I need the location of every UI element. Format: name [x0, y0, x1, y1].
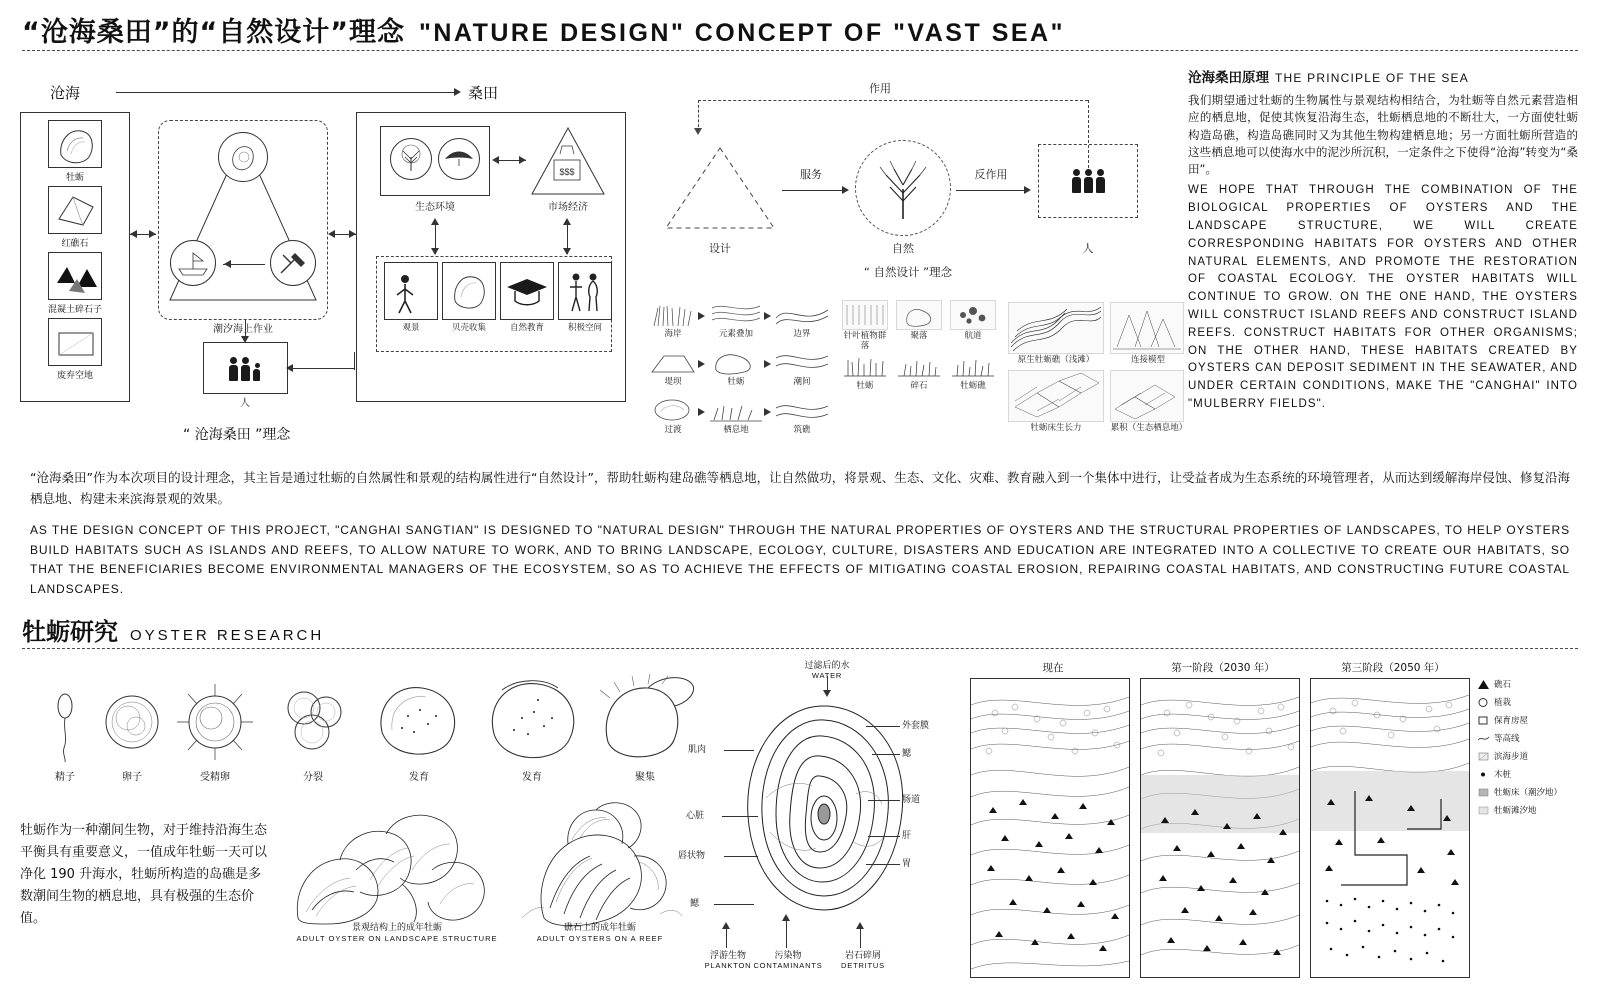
people-box — [203, 342, 288, 394]
triangle-icon — [1478, 680, 1489, 689]
triangle-node-0 — [218, 132, 268, 182]
people-label: 人 — [240, 398, 250, 409]
strip-cell-8 — [774, 396, 830, 436]
diagram-header-canghai: 沧海 — [50, 84, 81, 102]
strip-label-2: 边界 — [793, 329, 811, 339]
strip-cell-3 — [650, 348, 696, 388]
flow-node-label-design: 设计 — [709, 242, 731, 255]
anatomy-label-right-4: 胃 — [902, 859, 912, 869]
lifecycle-label-5: 发育 — [522, 772, 542, 783]
anatomy-bottom-label-1 — [746, 948, 830, 970]
anatomy-leader-l2 — [724, 856, 758, 857]
oyster-anatomy-icon — [736, 702, 916, 922]
anatomy-bottom-line-1 — [786, 920, 787, 948]
map-legend — [1478, 678, 1588, 822]
market-up-arrow — [563, 218, 571, 225]
phase-map-1[interactable] — [1140, 678, 1300, 978]
principle-title-cn: 沧海桑田原理 — [1188, 70, 1269, 86]
benefit-card-2 — [500, 262, 554, 320]
legend-row-1 — [1478, 696, 1588, 708]
anatomy-bottom-label-2 — [830, 948, 896, 970]
nature-circle — [855, 140, 951, 236]
anatomy-label-left-1: 心脏 — [686, 811, 705, 821]
contour-line-icon — [1478, 734, 1489, 743]
phase-maps — [968, 660, 1468, 990]
grid-label-top-left: 原生牡蛎礁（浅滩） — [1017, 355, 1095, 365]
anatomy-bottom-label-1-en: CONTAMINANTS — [753, 961, 823, 970]
principle-title — [1188, 66, 1578, 86]
lifecycle-label-4: 发育 — [409, 772, 429, 783]
benefit-label-0: 观景 — [402, 323, 420, 333]
connector-mid-arrow-a — [328, 230, 335, 238]
flow-arrow-2-line — [956, 190, 1026, 191]
principle-section — [1188, 66, 1578, 414]
anatomy-bottom-label-0-en: PLANKTON — [704, 961, 752, 970]
drawing-caption-0 — [282, 922, 512, 944]
phase-map-2[interactable] — [1310, 678, 1470, 978]
eco-down-arrow — [431, 248, 439, 255]
anatomy-leader-l1 — [722, 816, 758, 817]
grid-cell-bottom-right — [1110, 370, 1184, 422]
lifecycle-item-5 — [472, 672, 592, 783]
triangle-inner-line — [223, 264, 265, 265]
anatomy-bottom-line-0 — [726, 928, 727, 948]
strip-label-1: 元素叠加 — [718, 329, 753, 339]
people-right-vline — [354, 352, 355, 370]
legend-row-6 — [1478, 786, 1588, 798]
strip-arrow-1 — [764, 312, 771, 320]
circle-icon — [1478, 698, 1489, 707]
anatomy-label-right-2: 肠道 — [902, 795, 921, 805]
legend-row-0 — [1478, 678, 1588, 690]
nature-design-flow — [650, 62, 1150, 292]
strip-cell-14 — [950, 352, 996, 392]
grid-cell-top-left — [1008, 302, 1104, 354]
legend-label-0: 礁石 — [1494, 680, 1512, 690]
market-triangle-icon — [528, 122, 608, 200]
eco-up-arrow — [431, 218, 439, 225]
oyster-research-title-en: OYSTER RESEARCH — [130, 627, 325, 644]
strip-cell-12 — [842, 352, 888, 392]
lifecycle-item-2 — [170, 678, 260, 783]
anatomy-leader-r4 — [866, 864, 900, 865]
lifecycle-label-1: 卵子 — [122, 772, 142, 783]
flow-link-label-reaction: 反作用 — [974, 168, 1008, 181]
strip-cell-2 — [774, 300, 830, 340]
strip-arrow-4 — [698, 408, 705, 416]
strip-cell-7 — [708, 396, 764, 436]
principle-title-en: THE PRINCIPLE OF THE SEA — [1275, 71, 1469, 85]
grey-square-icon — [1478, 788, 1489, 797]
anatomy-label-left-0: 肌肉 — [688, 745, 707, 755]
eco-card-tree — [390, 138, 432, 180]
strip-cell-1 — [708, 300, 764, 340]
divider-top — [22, 50, 1578, 51]
connector-left-arrow-a — [130, 230, 137, 238]
benefit-label-3: 积极空间 — [567, 323, 602, 333]
anatomy-bottom-label-2-cn: 岩石碎屑 — [844, 951, 881, 961]
lifecycle-item-6 — [590, 672, 700, 783]
source-card-label-1: 红礁石 — [61, 239, 89, 249]
triangle-node-1 — [170, 240, 216, 286]
anatomy-leader-r2 — [868, 800, 900, 801]
principle-body-en: WE HOPE THAT THROUGH THE COMBINATION OF THE BIOLOGICAL PROPERTIES OF OYSTERS AND THE LANDSCAPE STRUCTURE, WE WILL CREATE CORRESPONDING HABITATS FOR OYSTERS AND OTHER NATURAL ELEMENTS, AND PROMOTE THE RESTORATION OF COASTAL ECOLOGY. THE OYSTER HABITATS WILL CONTINUE TO GROW. ON THE ONE HAND, THE OYSTERS WILL CONSTRUCT ISLAND REEFS AND CONSTRUCT ISLAND REEFS. CONSTRUCT HABITATS FOR OTHER ORGANISMS; ON THE OTHER HAND, THESE HABITATS CREATED BY OYSTERS CAN DEPOSIT SEDIMENT IN THE SEAWATER, AND UNDER CERTAIN CONDITIONS, MAKE THE "CANGHAI" INTO "MULBERRY FIELDS". — [1188, 184, 1578, 410]
triangle-node-2 — [270, 240, 316, 286]
flow-people-box — [1038, 144, 1138, 218]
anatomy-top-label-cn: 过滤后的水 — [804, 661, 850, 671]
anatomy-bottom-label-2-en: DETRITUS — [841, 961, 885, 970]
oyster-paragraph: 牡蛎作为一种潮间生物，对于维持沿海生态平衡具有重要意义，一值成年牡蛎一天可以净化 190 升海水，牡蛎所构造的岛礁是多数潮间生物的栖息地，具有极强的生态价值。 — [20, 823, 268, 927]
canghai-sangtian-diagram — [18, 62, 638, 462]
phase-title-1: 第一阶段（2030 年） — [1171, 662, 1275, 674]
design-triangle-icon — [660, 140, 780, 236]
lifecycle-item-3 — [268, 678, 358, 783]
phase-map-0[interactable] — [970, 678, 1130, 978]
strip-label-7: 栖息地 — [723, 425, 749, 435]
strip-label-5: 潮间 — [793, 377, 811, 387]
anatomy-top-line — [827, 676, 828, 692]
concept-cn: “沧海桑田”作为本次项目的设计理念，其主旨是通过牡蛎的自然属性和景观的结构属性进行“自然设计”，帮助牡蛎构建岛礁等栖息地，让自然做功，将景观、生态、文化、灾难、教育融入到一个集体中进行，让受益者成为生态系统的环境管理者，从而达到缓解海岸侵蚀、修复沿海栖息地、构建未来滨海景观的效果。 — [30, 470, 1570, 506]
legend-label-7: 牡蛎滩汐地 — [1494, 806, 1537, 816]
legend-label-6: 牡蛎床（潮汐地） — [1494, 788, 1563, 798]
flow-link-label-service: 服务 — [800, 168, 822, 181]
light-square-icon — [1478, 806, 1489, 815]
legend-row-5 — [1478, 768, 1588, 780]
source-card-3 — [48, 318, 102, 366]
grid-cell-top-right — [1110, 302, 1184, 354]
strip-arrow-5 — [764, 408, 771, 416]
legend-row-7 — [1478, 804, 1588, 816]
legend-label-1: 植栽 — [1494, 698, 1512, 708]
flow-arrow-1-line — [782, 190, 844, 191]
anatomy-label-right-1: 鳃 — [902, 749, 912, 759]
drawing-caption-1 — [500, 922, 700, 944]
anatomy-bottom-label-0-cn: 浮游生物 — [709, 951, 746, 961]
strip-label-3: 堤坝 — [664, 377, 682, 387]
lifecycle-item-1 — [92, 678, 172, 783]
benefit-card-3 — [558, 262, 612, 320]
grid-cell-bottom-left — [1008, 370, 1104, 422]
diagram-header-sangtian: 桑田 — [468, 84, 499, 102]
oyster-drawing-reef — [510, 798, 690, 930]
drawing-caption-1-en: ADULT OYSTERS ON A REEF — [536, 934, 664, 944]
strip-arrow-0 — [698, 312, 705, 320]
oyster-research-header — [22, 612, 324, 647]
connector-left-arrow-b — [149, 230, 156, 238]
market-label: 市场经济 — [548, 202, 588, 213]
concept-section — [30, 468, 1570, 599]
strip-label-4: 牡蛎 — [727, 377, 745, 387]
flow-loop-top — [698, 100, 1088, 101]
strip-cell-4 — [708, 348, 764, 388]
page-title-cn: “沧海桑田”的“自然设计”理念 — [22, 17, 405, 48]
header-arrow-line — [116, 92, 456, 93]
phase-title-0: 现在 — [1042, 662, 1064, 674]
header-arrow-head — [454, 88, 461, 96]
drawing-caption-0-cn: 景观结构上的成年牡蛎 — [351, 923, 442, 933]
strip-cell-11 — [950, 300, 996, 342]
people-connector-arrow — [241, 336, 249, 343]
dot-icon — [1478, 770, 1489, 779]
strip-cell-10 — [896, 300, 942, 342]
strip-label-10: 聚落 — [910, 331, 928, 341]
lifecycle-label-2: 受精卵 — [200, 772, 230, 783]
strip-label-14: 牡蛎礁 — [960, 381, 986, 391]
source-card-1 — [48, 186, 102, 234]
flow-label-effect: 作用 — [869, 82, 891, 95]
strip-cell-6 — [650, 396, 696, 436]
strip-label-13: 碎石 — [910, 381, 928, 391]
anatomy-leader-l3 — [714, 904, 754, 905]
strip-cell-0 — [650, 300, 696, 340]
strip-label-8: 筑礁 — [793, 425, 811, 435]
strip-label-0: 海岸 — [664, 329, 682, 339]
source-card-label-2: 混凝土碎石子 — [47, 305, 102, 315]
eco-market-arrow-b — [519, 156, 526, 164]
oyster-drawing-landscape — [282, 800, 512, 930]
grid-label-bottom-right: 累积（生态栖息地） — [1110, 423, 1188, 433]
flow-arrow-1-head — [842, 186, 849, 194]
benefit-card-0 — [384, 262, 438, 320]
strip-arrow-3 — [764, 360, 771, 368]
anatomy-leader-r0 — [866, 726, 900, 727]
people-right-arrow — [286, 364, 293, 372]
oyster-research-title-cn: 牡蛎研究 — [22, 618, 118, 646]
legend-label-3: 等高线 — [1494, 734, 1520, 744]
eco-label: 生态环境 — [415, 202, 455, 213]
page-title — [22, 10, 1578, 49]
source-card-2 — [48, 252, 102, 300]
lifecycle-item-4 — [364, 672, 474, 783]
anatomy-label-left-3: 鳃 — [690, 899, 700, 909]
anatomy-label-right-0: 外套膜 — [902, 721, 930, 731]
strip-cell-5 — [774, 348, 830, 388]
people-right-line — [288, 368, 354, 369]
anatomy-bottom-line-2 — [860, 928, 861, 948]
legend-label-4: 滨海步道 — [1494, 752, 1529, 762]
source-card-label-0: 牡蛎 — [65, 173, 84, 183]
divider-bottom — [22, 648, 1578, 649]
tidal-operation-label: 潮汐海上作业 — [213, 324, 273, 335]
square-outline-icon — [1478, 716, 1489, 725]
legend-row-2 — [1478, 714, 1588, 726]
legend-label-2: 保育房屋 — [1494, 716, 1529, 726]
oyster-lifecycle — [20, 672, 680, 802]
strip-arrow-2 — [698, 360, 705, 368]
lifecycle-label-0: 精子 — [55, 772, 75, 783]
connector-mid-arrow-b — [349, 230, 356, 238]
principle-body-cn: 我们期望通过牡蛎的生物属性与景观结构相结合，为牡蛎等自然元素营造相应的栖息地，促使其恢复沿海生态，牡蛎栖息地的不断壮大，一方面使牡蛎构造岛礁，构造岛礁同时又为其他生物构建栖息地；另一方面牡蛎所营造的这些栖息地可以使海水中的泥沙所沉积，一定条件之下使得“沧海”转变为“桑田”。 — [1188, 93, 1578, 176]
anatomy-leader-r1 — [872, 754, 900, 755]
flow-node-label-people: 人 — [1082, 242, 1094, 255]
flow-caption: “ 自然设计 ”理念 — [863, 265, 953, 279]
strip-label-11: 航道 — [964, 331, 982, 341]
oyster-anatomy — [678, 660, 960, 990]
benefit-label-2: 自然教育 — [509, 323, 544, 333]
drawing-caption-0-en: ADULT OYSTER ON LANDSCAPE STRUCTURE — [296, 934, 498, 944]
grid-label-top-right: 连接模型 — [1130, 355, 1165, 365]
eco-market-arrow-a — [492, 156, 499, 164]
strip-cell-9 — [842, 300, 888, 352]
anatomy-leader-r3 — [868, 836, 900, 837]
anatomy-leader-l0 — [724, 750, 754, 751]
legend-row-3 — [1478, 732, 1588, 744]
source-card-0 — [48, 120, 102, 168]
anatomy-label-left-2: 唇状物 — [678, 851, 706, 861]
lifecycle-label-6: 聚集 — [635, 772, 655, 783]
diagram-caption: “ 沧海桑田 ”理念 — [183, 427, 291, 443]
benefit-card-1 — [442, 262, 496, 320]
benefit-label-1: 贝壳收集 — [451, 323, 486, 333]
hatch-square-icon — [1478, 752, 1489, 761]
lifecycle-item-0 — [30, 678, 100, 783]
legend-row-4 — [1478, 750, 1588, 762]
anatomy-label-right-3: 肝 — [902, 831, 912, 841]
page-title-en: "NATURE DESIGN" CONCEPT OF "VAST SEA" — [418, 19, 1065, 47]
phase-title-2: 第三阶段（2050 年） — [1341, 662, 1445, 674]
flow-arrow-2-head — [1024, 186, 1031, 194]
strip-cell-13 — [896, 352, 942, 392]
eco-card-bird — [438, 138, 480, 180]
svg-text:$$$: $$$ — [559, 167, 575, 177]
concept-en: AS THE DESIGN CONCEPT OF THIS PROJECT, "CANGHAI SANGTIAN" IS DESIGNED TO "NATURAL DESIGN" THROUGH THE NATURAL PROPERTIES OF OYSTERS AND THE STRUCTURAL PROPERTIES OF LANDSCAPES, TO HELP OYSTERS BUILD HABITATS SUCH AS ISLANDS AND REEFS, TO ALLOW NATURE TO WORK, AND TO BRING LANDSCAPE, ECOLOGY, CULTURE, DISASTERS AND EDUCATION ARE INTEGRATED INTO A COLLECTIVE TO CREATE OUR HABITATS, SO THAT THE BENEFICIARIES BECOME ENVIRONMENTAL MANAGERS OF THE ECOSYSTEM, SO AS TO ACHIEVE THE EFFECTS OF MITIGATING COASTAL EROSION, REPAIRING COASTAL HABITATS, AND CONSTRUCTING FUTURE COASTAL LANDSCAPES. — [30, 523, 1570, 596]
lifecycle-label-3: 分裂 — [303, 772, 323, 783]
anatomy-bottom-label-1-cn: 污染物 — [774, 951, 802, 961]
strip-label-12: 牡蛎 — [856, 381, 874, 391]
source-card-label-3: 废弃空地 — [56, 371, 93, 381]
flow-loop-arrow — [694, 128, 702, 135]
strip-label-9: 针叶植物群落 — [843, 331, 887, 351]
legend-label-5: 木桩 — [1494, 770, 1512, 780]
grid-label-bottom-left: 牡蛎床生长力 — [1030, 423, 1082, 433]
process-icon-strip — [650, 300, 1188, 450]
market-down-arrow — [563, 248, 571, 255]
anatomy-top-label-en: WATER — [811, 671, 843, 680]
flow-node-label-nature: 自然 — [892, 242, 914, 255]
strip-label-6: 过渡 — [664, 425, 682, 435]
drawing-caption-1-cn: 礁石上的成年牡蛎 — [563, 923, 636, 933]
